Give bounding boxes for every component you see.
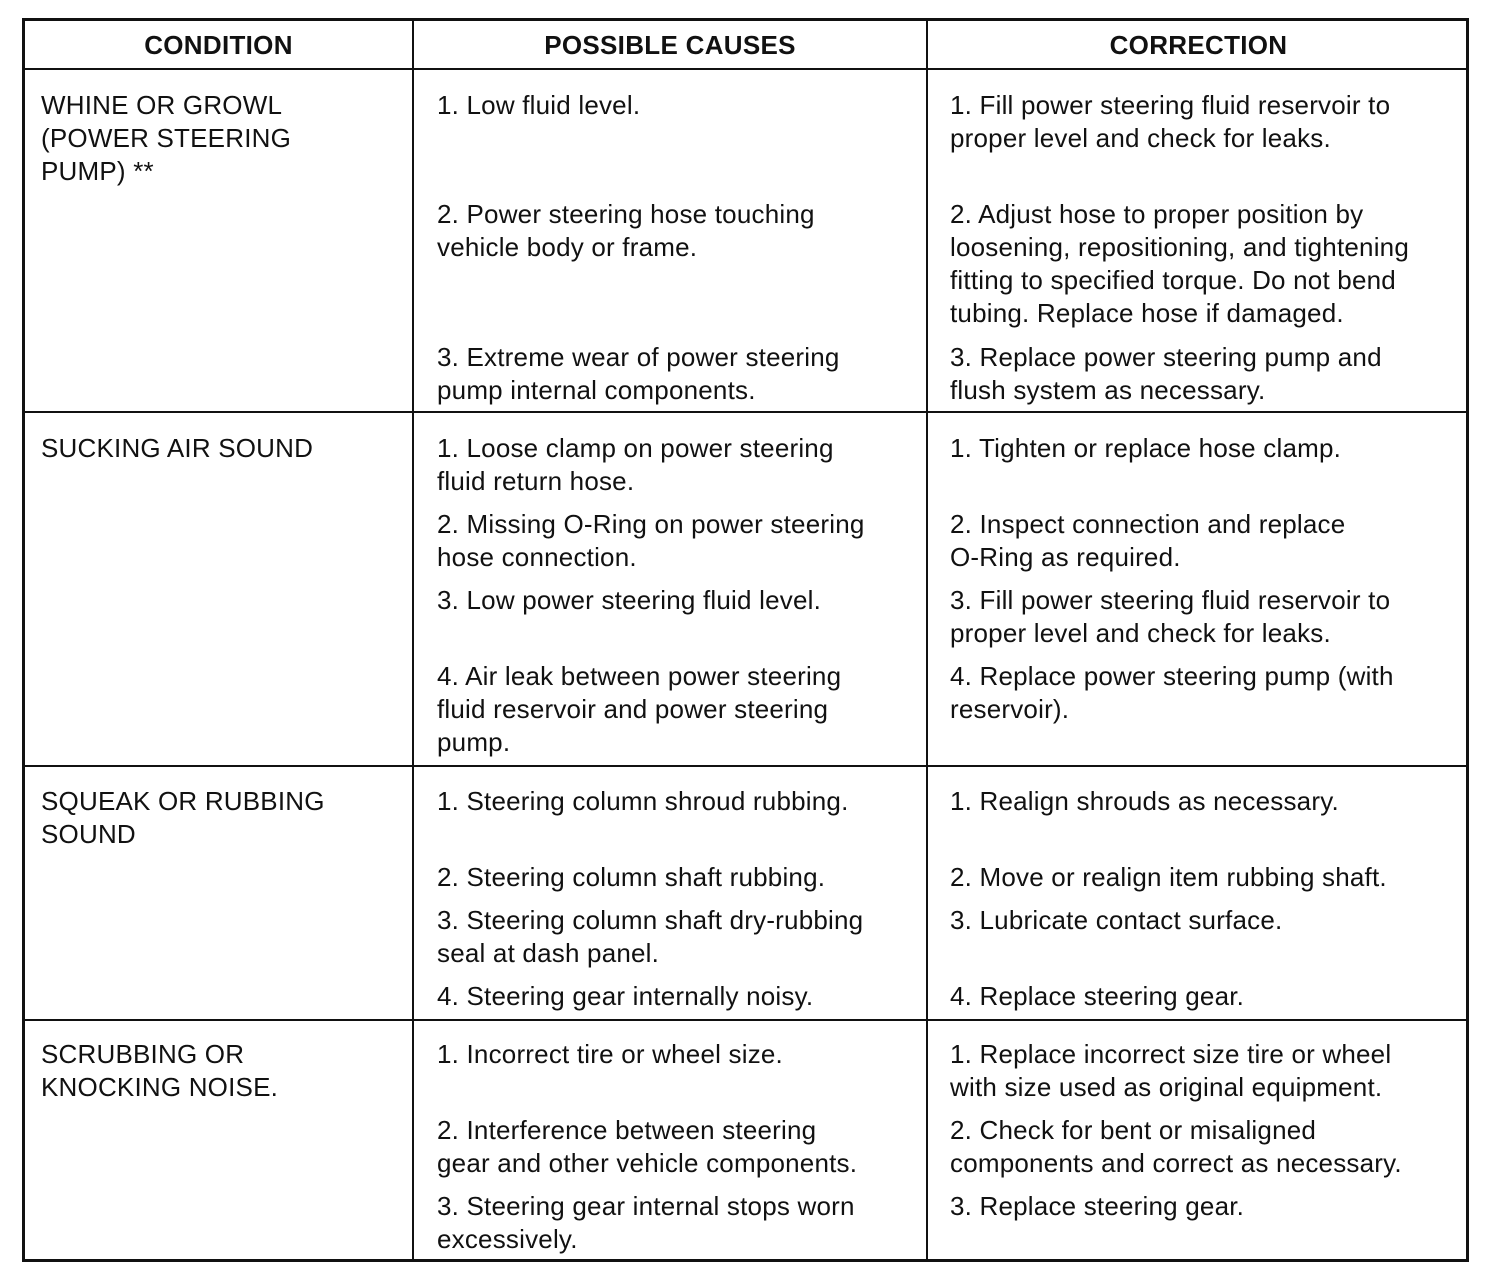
condition-cell: SCRUBBING OR KNOCKING NOISE. [41, 1039, 279, 1102]
header-possible-causes: POSSIBLE CAUSES [544, 29, 796, 60]
correction-cell: 1. Replace incorrect size tire or wheel with size used as original equipment. [950, 1039, 1392, 1102]
cause-cell: 1. Low fluid level. [437, 90, 641, 120]
diagnosis-table [22, 18, 1469, 1262]
cause-cell: 2. Power steering hose touching vehicle body or frame. [437, 199, 815, 262]
cause-cell: 2. Missing O-Ring on power steering hose connection. [437, 509, 865, 572]
cause-cell: 3. Extreme wear of power steering pump internal components. [437, 342, 840, 405]
correction-cell: 1. Tighten or replace hose clamp. [950, 433, 1342, 463]
correction-cell: 2. Inspect connection and replace O-Ring as required. [950, 509, 1346, 572]
row-divider [25, 765, 1466, 767]
correction-cell: 3. Fill power steering fluid reservoir to proper level and check for leaks. [950, 585, 1391, 648]
cause-cell: 3. Steering gear internal stops worn excessively. [437, 1191, 855, 1254]
cause-cell: 1. Steering column shroud rubbing. [437, 786, 849, 816]
correction-cell: 4. Replace power steering pump (with reservoir). [950, 661, 1394, 724]
cause-cell: 2. Steering column shaft rubbing. [437, 862, 826, 892]
cause-cell: 1. Loose clamp on power steering fluid return hose. [437, 433, 834, 496]
correction-cell: 2. Adjust hose to proper position by loosening, repositioning, and tightening fitting to specified torque. Do not bend tubing. Replace hose if damaged. [950, 199, 1410, 328]
condition-cell: WHINE OR GROWL (POWER STEERING PUMP) ** [41, 90, 292, 186]
row-divider [25, 411, 1466, 413]
correction-cell: 3. Replace steering gear. [950, 1191, 1245, 1221]
cause-cell: 2. Interference between steering gear and other vehicle components. [437, 1115, 858, 1178]
correction-cell: 2. Move or realign item rubbing shaft. [950, 862, 1387, 892]
condition-cell: SQUEAK OR RUBBING SOUND [41, 786, 325, 849]
column-divider [926, 21, 928, 1259]
condition-cell: SUCKING AIR SOUND [41, 433, 314, 463]
correction-cell: 2. Check for bent or misaligned components and correct as necessary. [950, 1115, 1402, 1178]
cause-cell: 4. Air leak between power steering fluid reservoir and power steering pump. [437, 661, 842, 757]
correction-cell: 3. Replace power steering pump and flush system as necessary. [950, 342, 1382, 405]
correction-cell: 1. Realign shrouds as necessary. [950, 786, 1339, 816]
row-divider [25, 1019, 1466, 1021]
cause-cell: 1. Incorrect tire or wheel size. [437, 1039, 783, 1069]
column-divider [412, 21, 414, 1259]
correction-cell: 4. Replace steering gear. [950, 981, 1245, 1011]
cause-cell: 3. Steering column shaft dry-rubbing seal at dash panel. [437, 905, 864, 968]
header-correction: CORRECTION [1109, 29, 1288, 60]
cause-cell: 3. Low power steering fluid level. [437, 585, 822, 615]
header-condition: CONDITION [144, 29, 293, 60]
correction-cell: 3. Lubricate contact surface. [950, 905, 1283, 935]
cause-cell: 4. Steering gear internally noisy. [437, 981, 814, 1011]
correction-cell: 1. Fill power steering fluid reservoir to proper level and check for leaks. [950, 90, 1391, 153]
